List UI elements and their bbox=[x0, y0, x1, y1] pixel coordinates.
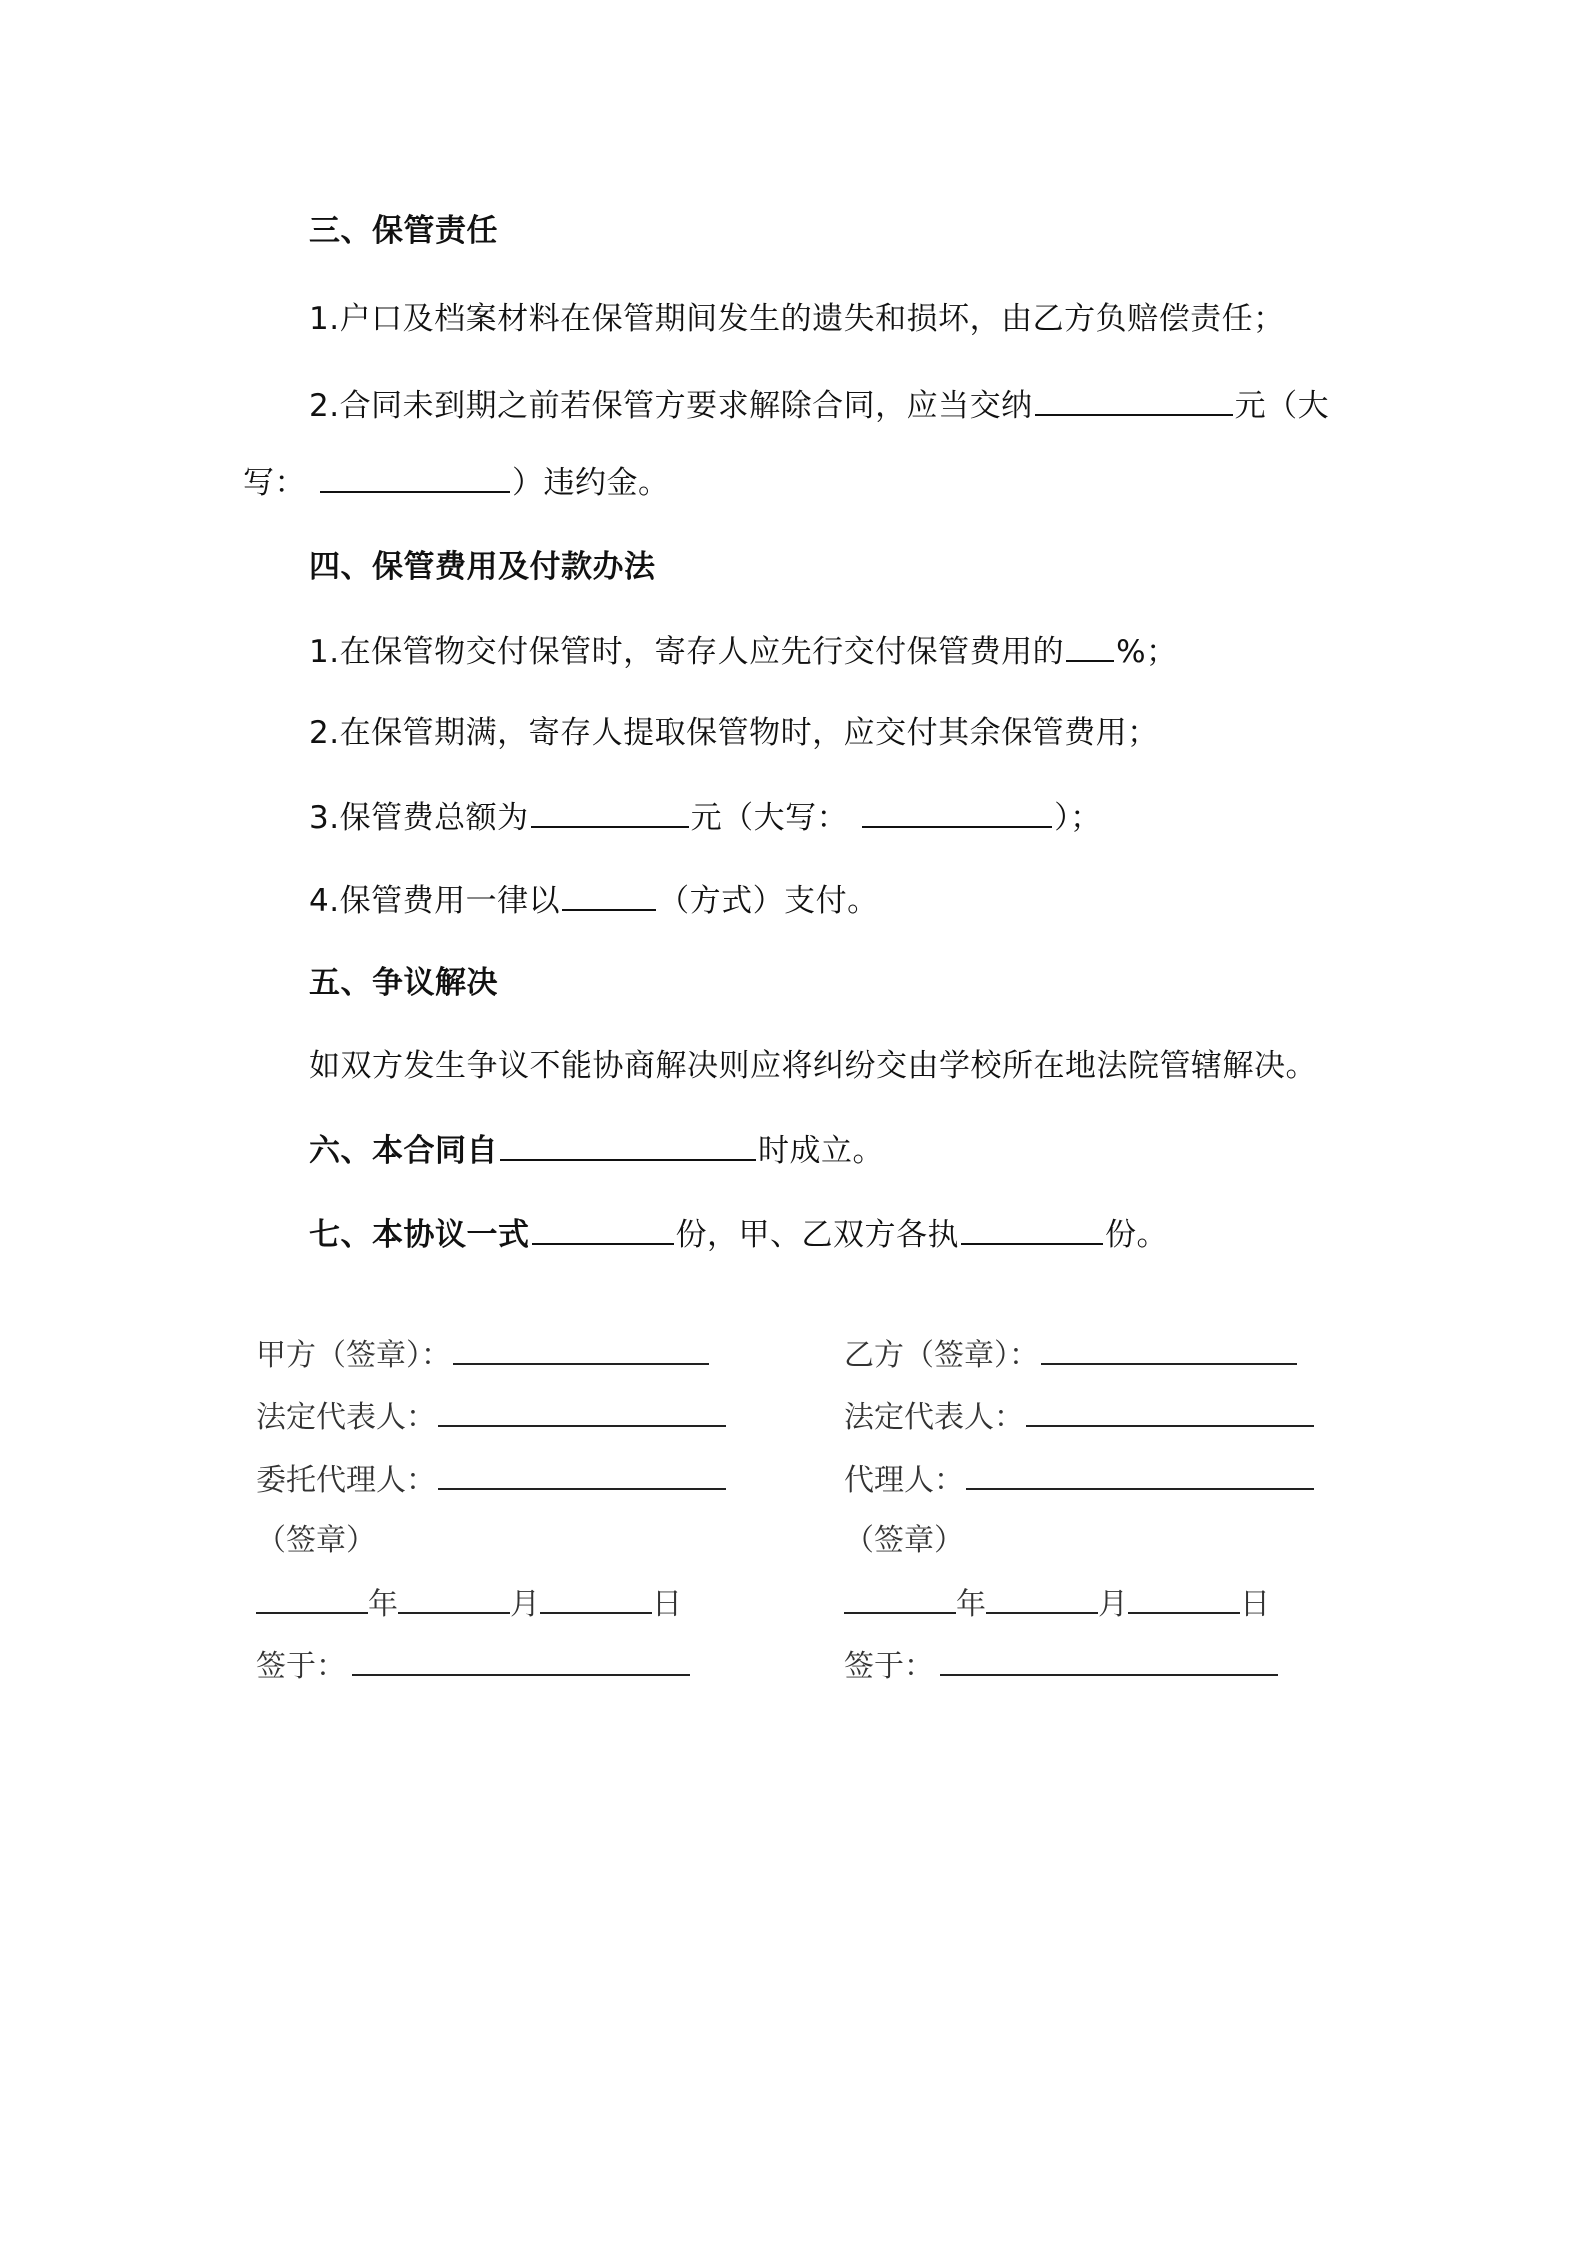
section-3-item-2-text: 2.合同未到期之前若保管方要求解除合同，应当交纳 bbox=[309, 388, 1033, 424]
party-b-seal-label: （签章） bbox=[844, 1523, 964, 1558]
section-4-item-4-text: 4.保管费用一律以 bbox=[309, 883, 561, 919]
party-a-rep-row bbox=[256, 1395, 728, 1439]
penalty-amount-field[interactable] bbox=[1035, 382, 1233, 416]
party-a-year-label: 年 bbox=[368, 1587, 398, 1622]
section-4-item-3-capital-label: 元（大写： bbox=[690, 800, 849, 836]
section-6-end: 时成立。 bbox=[758, 1133, 884, 1169]
section-4-item-3 bbox=[309, 794, 1102, 840]
party-b-sign-row bbox=[844, 1333, 1299, 1377]
party-a-signed-at-row bbox=[256, 1644, 692, 1688]
party-a-sign-row bbox=[256, 1333, 711, 1377]
section-7 bbox=[309, 1211, 1168, 1257]
party-a-seal-label: （签章） bbox=[256, 1523, 376, 1558]
party-b-date-row bbox=[844, 1582, 1270, 1626]
party-b-rep-field[interactable] bbox=[1026, 1395, 1314, 1427]
party-a-signed-at-label: 签于： bbox=[256, 1649, 346, 1684]
section-3-item-2-cont bbox=[243, 459, 670, 505]
section-5-text: 如双方发生争议不能协商解决则应将纠纷交由学校所在地法院管辖解决。 bbox=[309, 1048, 1317, 1084]
party-b-signed-at-field[interactable] bbox=[940, 1644, 1278, 1676]
section-3-item-2-unit: 元（大 bbox=[1234, 388, 1330, 424]
party-a-day-field[interactable] bbox=[540, 1582, 652, 1614]
total-fee-capital-field[interactable] bbox=[862, 794, 1052, 828]
party-a-sign-label: 甲方（签章）： bbox=[256, 1338, 451, 1373]
copies-each-field[interactable] bbox=[961, 1211, 1103, 1245]
total-fee-field[interactable] bbox=[531, 794, 689, 828]
party-a-date-row bbox=[256, 1582, 682, 1626]
party-b-year-label: 年 bbox=[956, 1587, 986, 1622]
section-3-heading: 三、保管责任 bbox=[309, 213, 498, 249]
party-a-year-field[interactable] bbox=[256, 1582, 368, 1614]
section-6-text: 六、本合同自 bbox=[309, 1133, 498, 1169]
party-a-rep-field[interactable] bbox=[438, 1395, 726, 1427]
section-4-item-2: 2.在保管期满，寄存人提取保管物时，应交付其余保管费用； bbox=[309, 715, 1159, 751]
section-6 bbox=[309, 1127, 884, 1173]
party-b-month-field[interactable] bbox=[986, 1582, 1098, 1614]
party-b-year-field[interactable] bbox=[844, 1582, 956, 1614]
party-a-agent-label: 委托代理人： bbox=[256, 1463, 436, 1498]
section-4-item-3-text: 3.保管费总额为 bbox=[309, 800, 529, 836]
payment-method-field[interactable] bbox=[562, 877, 656, 911]
section-7-text: 七、本协议一式 bbox=[309, 1217, 530, 1253]
section-7-mid: 份，甲、乙双方各执 bbox=[675, 1217, 959, 1253]
party-a-month-field[interactable] bbox=[398, 1582, 510, 1614]
party-a-sign-field[interactable] bbox=[453, 1333, 709, 1365]
section-3-item-1: 1.户口及档案材料在保管期间发生的遗失和损坏，由乙方负赔偿责任； bbox=[309, 301, 1285, 337]
party-b-month-label: 月 bbox=[1098, 1587, 1128, 1622]
party-a-agent-row bbox=[256, 1458, 728, 1502]
copies-total-field[interactable] bbox=[532, 1211, 674, 1245]
party-b-agent-label: 代理人： bbox=[844, 1463, 964, 1498]
party-b-agent-field[interactable] bbox=[966, 1458, 1314, 1490]
party-b-day-label: 日 bbox=[1240, 1587, 1270, 1622]
section-4-item-1 bbox=[309, 628, 1178, 674]
party-a-rep-label: 法定代表人： bbox=[256, 1400, 436, 1435]
section-4-item-4-end: （方式）支付。 bbox=[658, 883, 879, 919]
party-b-signed-at-label: 签于： bbox=[844, 1649, 934, 1684]
party-b-sign-field[interactable] bbox=[1041, 1333, 1297, 1365]
section-4-item-1-text: 1.在保管物交付保管时，寄存人应先行交付保管费用的 bbox=[309, 634, 1065, 670]
section-3-item-2-end: ）违约金。 bbox=[512, 465, 670, 501]
party-b-agent-row bbox=[844, 1458, 1316, 1502]
party-b-rep-label: 法定代表人： bbox=[844, 1400, 1024, 1435]
section-5-heading: 五、争议解决 bbox=[309, 965, 498, 1001]
section-4-heading: 四、保管费用及付款办法 bbox=[309, 549, 656, 585]
penalty-amount-capital-field[interactable] bbox=[320, 459, 510, 493]
section-7-end: 份。 bbox=[1105, 1217, 1168, 1253]
party-a-signed-at-field[interactable] bbox=[352, 1644, 690, 1676]
section-4-item-4 bbox=[309, 877, 879, 923]
section-4-item-1-unit: %； bbox=[1116, 634, 1178, 670]
section-3-item-2-capital-label: 写： bbox=[243, 465, 306, 501]
party-a-month-label: 月 bbox=[510, 1587, 540, 1622]
party-a-agent-field[interactable] bbox=[438, 1458, 726, 1490]
party-a-day-label: 日 bbox=[652, 1587, 682, 1622]
party-b-signed-at-row bbox=[844, 1644, 1280, 1688]
effective-time-field[interactable] bbox=[500, 1127, 756, 1161]
party-b-rep-row bbox=[844, 1395, 1316, 1439]
party-b-sign-label: 乙方（签章）： bbox=[844, 1338, 1039, 1373]
party-b-day-field[interactable] bbox=[1128, 1582, 1240, 1614]
advance-percent-field[interactable] bbox=[1066, 628, 1114, 662]
section-4-item-3-end: ）； bbox=[1054, 800, 1102, 836]
section-3-item-2 bbox=[309, 382, 1329, 428]
